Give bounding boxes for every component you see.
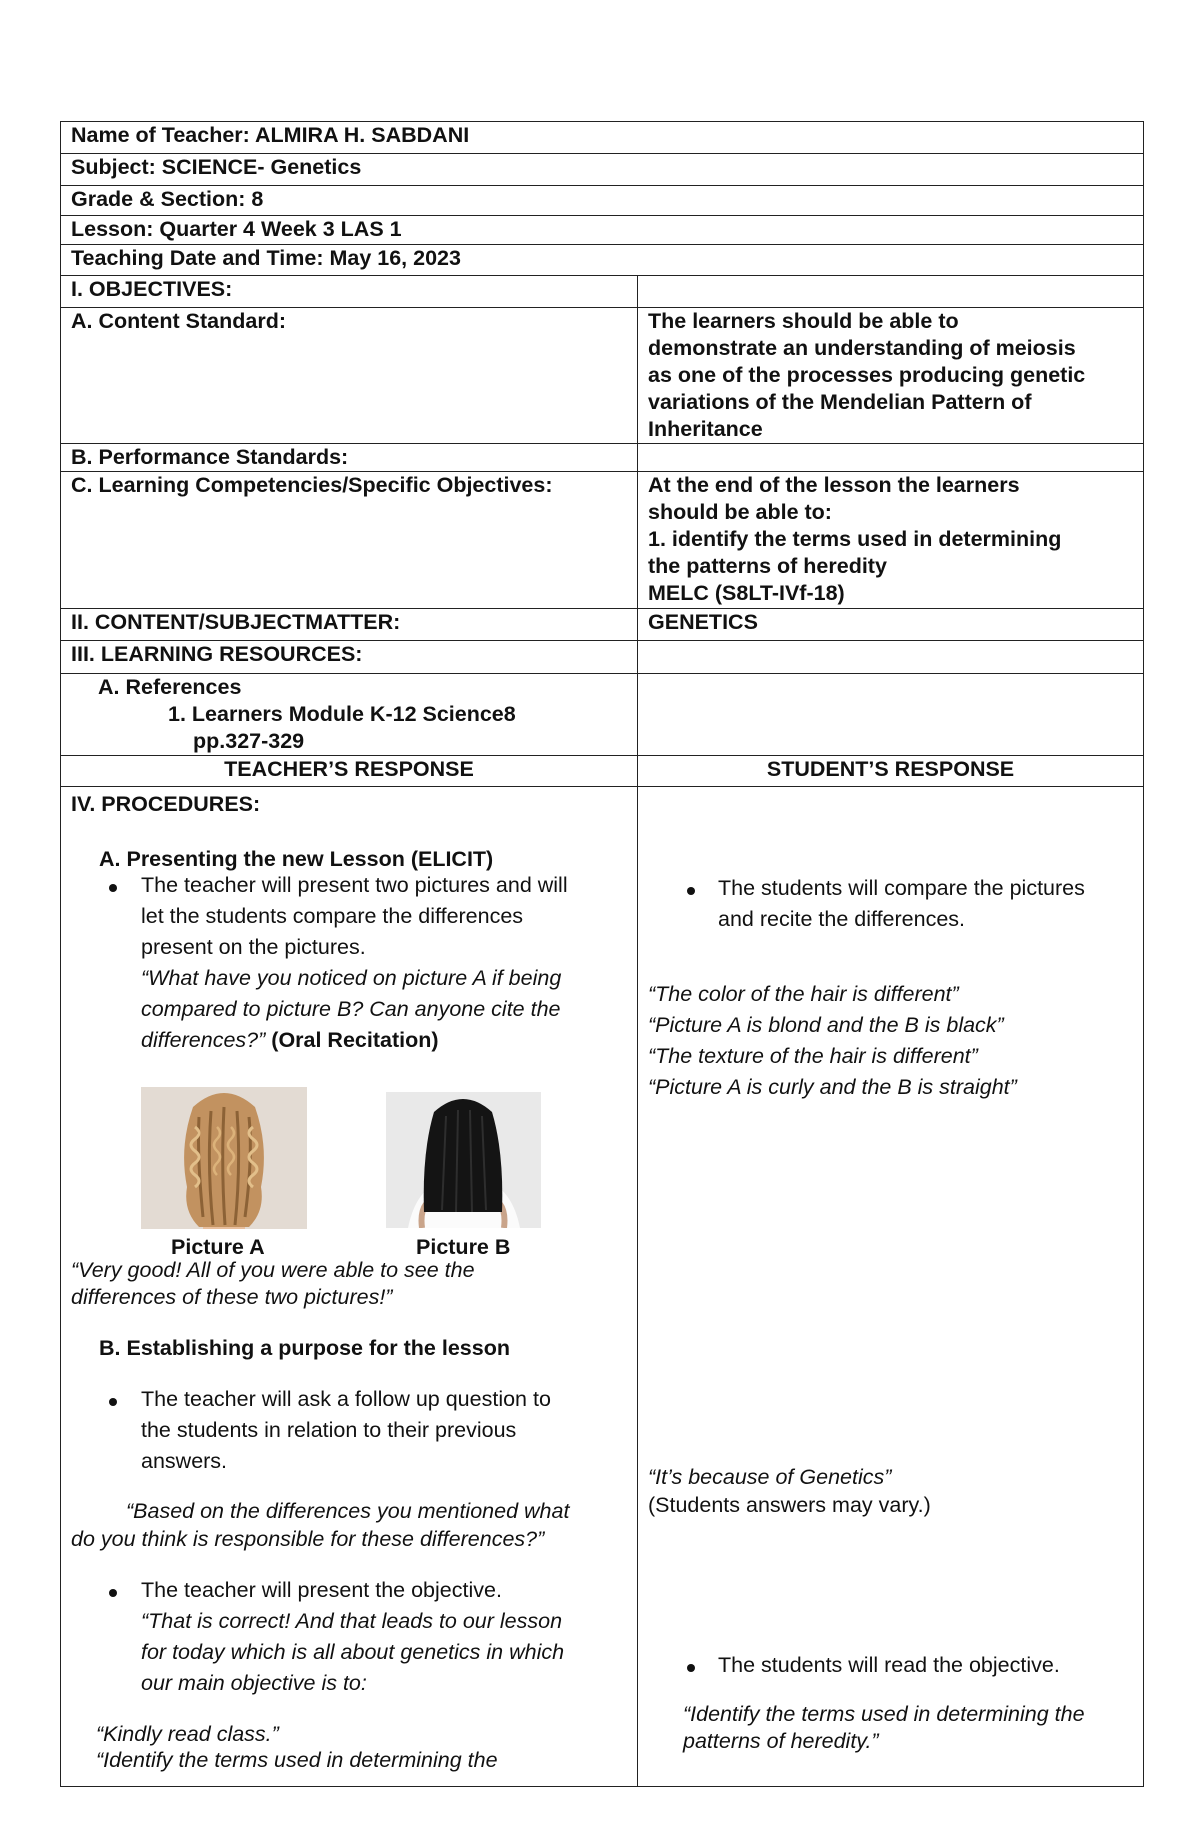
elicit-question-line: compared to picture B? Can anyone cite the bbox=[141, 997, 561, 1021]
teacher-response-header: TEACHER’S RESPONSE bbox=[61, 756, 638, 787]
student-compare-line: The students will compare the pictures bbox=[718, 876, 1085, 900]
curly-hair-icon bbox=[141, 1087, 307, 1229]
student-answer: “Picture A is curly and the B is straight” bbox=[648, 1075, 1017, 1099]
kindly-read: “Kindly read class.” bbox=[96, 1722, 279, 1746]
learning-resources-empty bbox=[638, 641, 1144, 674]
purpose-bullet-line: The teacher will ask a follow up question to bbox=[141, 1387, 551, 1411]
oral-recitation: (Oral Recitation) bbox=[271, 1028, 439, 1052]
content-standard-line: as one of the processes producing genetic bbox=[648, 363, 1086, 387]
bullet-icon bbox=[109, 1589, 117, 1597]
subject: Subject: SCIENCE- Genetics bbox=[61, 154, 1144, 186]
elicit-bullet-line: present on the pictures. bbox=[141, 935, 366, 959]
genetics-answer: “It’s because of Genetics” bbox=[648, 1465, 892, 1489]
bullet-icon bbox=[109, 1398, 117, 1406]
praise-line: “Very good! All of you were able to see the bbox=[71, 1258, 475, 1282]
learners-module: 1. Learners Module K-12 Science8 bbox=[168, 702, 516, 726]
picture-a-image bbox=[141, 1087, 307, 1229]
identify-terms-partial: “Identify the terms used in determining the bbox=[96, 1748, 498, 1772]
competencies-value bbox=[638, 472, 1144, 609]
competencies-label: C. Learning Competencies/Specific Objectives: bbox=[61, 472, 638, 609]
lesson-plan-table bbox=[60, 121, 1144, 1787]
learning-resources-label: III. LEARNING RESOURCES: bbox=[61, 641, 638, 674]
picture-b-label: Picture B bbox=[416, 1235, 511, 1259]
content-standard-line: The learners should be able to bbox=[648, 309, 959, 333]
student-compare-line: and recite the differences. bbox=[718, 907, 966, 931]
picture-b-image bbox=[386, 1092, 541, 1228]
student-objective-line: patterns of heredity.” bbox=[683, 1729, 879, 1753]
module-pages: pp.327-329 bbox=[193, 729, 305, 753]
content-standard-value bbox=[638, 308, 1144, 444]
elicit-question-line: “What have you noticed on picture A if being bbox=[141, 966, 562, 990]
objective-quote-line: for today which is all about genetics in which bbox=[141, 1640, 565, 1664]
praise-line: differences of these two pictures!” bbox=[71, 1285, 393, 1309]
content-standard-label: A. Content Standard: bbox=[61, 308, 638, 444]
lesson: Lesson: Quarter 4 Week 3 LAS 1 bbox=[61, 216, 1144, 245]
references-cell bbox=[61, 674, 638, 756]
content-standard-line: demonstrate an understanding of meiosis bbox=[648, 336, 1076, 360]
bullet-icon bbox=[687, 1664, 695, 1672]
teacher-procedures-cell bbox=[61, 787, 638, 1787]
competencies-line: MELC (S8LT-IVf-18) bbox=[648, 581, 845, 605]
teacher-name: Name of Teacher: ALMIRA H. SABDANI bbox=[61, 122, 1144, 154]
student-response-header: STUDENT’S RESPONSE bbox=[638, 756, 1144, 787]
content-standard-line: Inheritance bbox=[648, 417, 763, 441]
references-empty bbox=[638, 674, 1144, 756]
purpose-question-line: do you think is responsible for these differences?” bbox=[71, 1527, 545, 1551]
student-answer: “The texture of the hair is different” bbox=[648, 1044, 978, 1068]
student-procedures-cell bbox=[638, 787, 1144, 1787]
student-read-objective: The students will read the objective. bbox=[718, 1653, 1060, 1677]
elicit-question-end: differences?” bbox=[141, 1028, 266, 1052]
purpose-bullet-line: answers. bbox=[141, 1449, 228, 1473]
competencies-line: 1. identify the terms used in determining bbox=[648, 527, 1062, 551]
student-objective-line: “Identify the terms used in determining the bbox=[683, 1702, 1085, 1726]
objectives-empty bbox=[638, 276, 1144, 308]
student-answer: “Picture A is blond and the B is black” bbox=[648, 1013, 1004, 1037]
competencies-line: At the end of the lesson the learners bbox=[648, 473, 1020, 497]
straight-hair-icon bbox=[386, 1092, 541, 1228]
bullet-icon bbox=[687, 887, 695, 895]
answers-may-vary: (Students answers may vary.) bbox=[648, 1493, 931, 1517]
competencies-line: the patterns of heredity bbox=[648, 554, 887, 578]
content-standard-line: variations of the Mendelian Pattern of bbox=[648, 390, 1032, 414]
objective-quote-line: our main objective is to: bbox=[141, 1671, 367, 1695]
objective-quote-line: “That is correct! And that leads to our lesson bbox=[141, 1609, 563, 1633]
grade-section: Grade & Section: 8 bbox=[61, 186, 1144, 216]
purpose-question-line: “Based on the differences you mentioned what bbox=[126, 1499, 570, 1523]
competencies-line: should be able to: bbox=[648, 500, 832, 524]
elicit-bullet-line: let the students compare the differences bbox=[141, 904, 524, 928]
elicit-question-line-last bbox=[141, 1025, 439, 1056]
objectives-heading: I. OBJECTIVES: bbox=[61, 276, 638, 308]
objective-bullet: The teacher will present the objective. bbox=[141, 1578, 502, 1602]
student-answer: “The color of the hair is different” bbox=[648, 982, 959, 1006]
performance-standards-label: B. Performance Standards: bbox=[61, 444, 638, 472]
performance-standards-value bbox=[638, 444, 1144, 472]
elicit-heading: A. Presenting the new Lesson (ELICIT) bbox=[99, 847, 494, 871]
procedures-heading: IV. PROCEDURES: bbox=[71, 792, 261, 816]
elicit-bullet-line: The teacher will present two pictures and will bbox=[141, 873, 568, 897]
picture-a-label: Picture A bbox=[171, 1235, 265, 1259]
content-subject-value: GENETICS bbox=[638, 609, 1144, 641]
references-label: A. References bbox=[98, 675, 242, 699]
teaching-date: Teaching Date and Time: May 16, 2023 bbox=[61, 245, 1144, 276]
purpose-bullet-line: the students in relation to their previous bbox=[141, 1418, 517, 1442]
bullet-icon bbox=[109, 884, 117, 892]
purpose-heading: B. Establishing a purpose for the lesson bbox=[99, 1336, 510, 1360]
content-subject-label: II. CONTENT/SUBJECTMATTER: bbox=[61, 609, 638, 641]
